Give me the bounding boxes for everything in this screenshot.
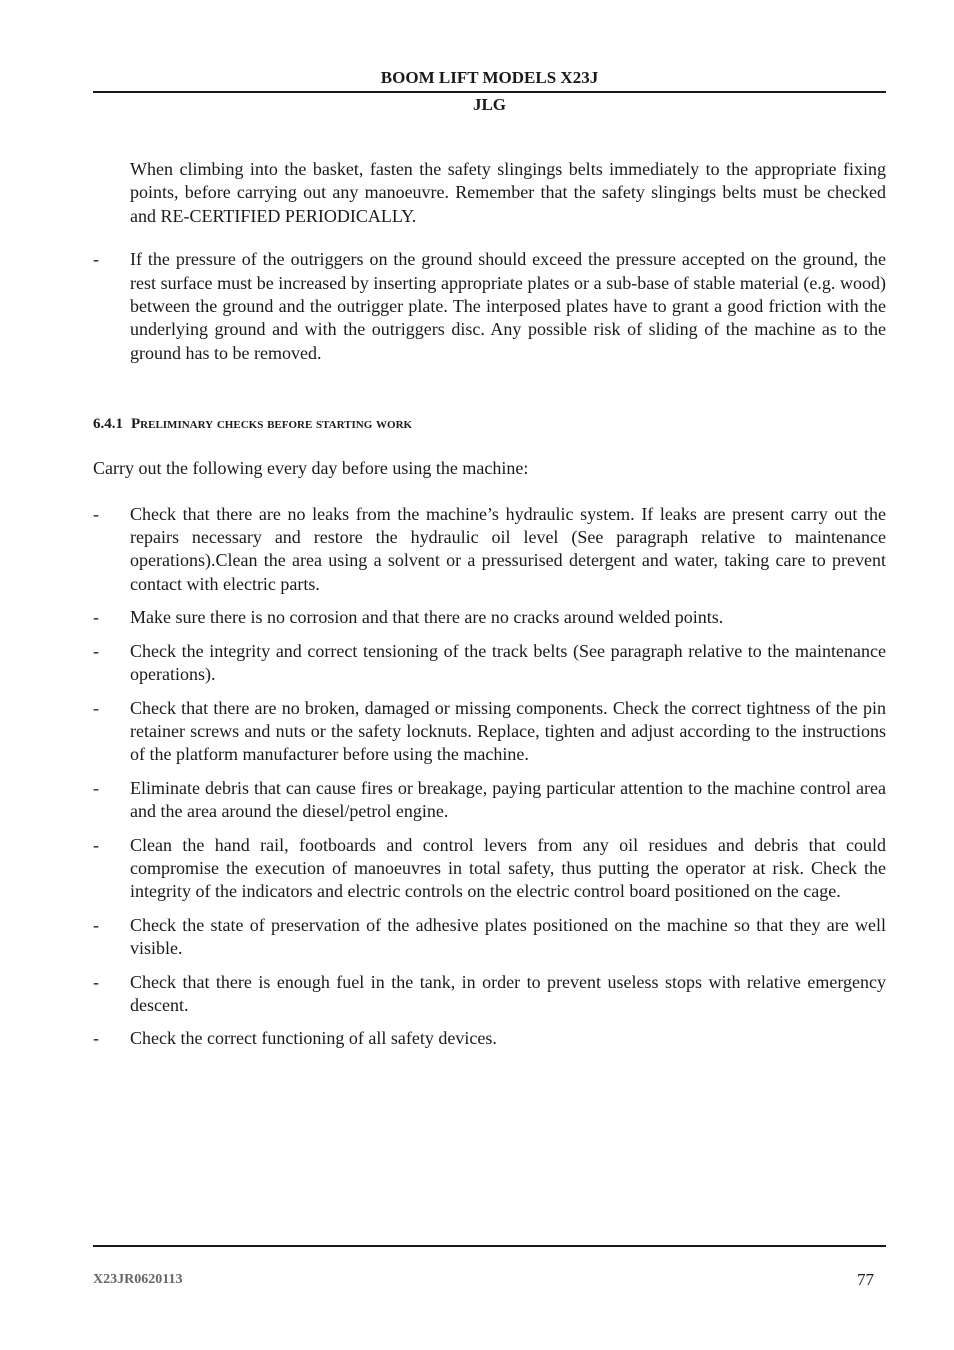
header-rule: [93, 91, 886, 93]
list-bullet: -: [93, 834, 99, 855]
document-brand: JLG: [472, 95, 507, 114]
list-bullet: -: [93, 697, 99, 718]
list-item: [93, 834, 886, 904]
document-code: X23JR0620113: [93, 1272, 183, 1287]
list-item: [93, 697, 886, 767]
page-number: 77: [857, 1270, 874, 1289]
list-bullet: -: [93, 1028, 99, 1049]
list-item: [93, 503, 886, 597]
section-intro: Carry out the following every day before using the machine:: [93, 458, 529, 479]
page-content: [93, 158, 886, 1051]
list-item-text: Check the integrity and correct tensioning of the track belts (See paragraph relative to the maintenance operations).: [130, 640, 886, 685]
footer-rule: [93, 1245, 886, 1247]
list-item-text: Check that there are no leaks from the machine’s hydraulic system. If leaks are present carry out the repairs necessary and restore the hydraulic oil level (See paragraph relative to maintenance operations).Clean the area using a solvent or a pressurised detergent and water, taking care to prevent contact with electric parts.: [130, 503, 886, 594]
section-heading: [93, 414, 886, 434]
list-item: [93, 971, 886, 1018]
list-item: [93, 1027, 886, 1050]
list-item-text: Check the state of preservation of the adhesive plates positioned on the machine so that they are well visible.: [130, 914, 886, 959]
section-number: 6.4.1: [93, 416, 123, 433]
list-item-text: Clean the hand rail, footboards and control levers from any oil residues and debris that could compromise the execution of manoeuvres in total safety, thus putting the operator at risk. Check the integrity of the indicators and electric controls on the electric control board positioned on the cage.: [130, 834, 886, 902]
list-item-text: Check that there are no broken, damaged or missing components. Check the correct tightness of the pin retainer screws and nuts or the safety locknuts. Replace, tighten and adjust according to the instructions of the platform manufacturer before using the machine.: [130, 697, 886, 765]
checks-list: [93, 503, 886, 1051]
list-item-text: Eliminate debris that can cause fires or breakage, paying particular attention to the machine control area and the area around the diesel/petrol engine.: [130, 777, 886, 822]
list-item-text: Check that there is enough fuel in the tank, in order to prevent useless stops with relative emergency descent.: [130, 971, 886, 1015]
list-bullet: -: [93, 640, 99, 661]
list-bullet: -: [93, 914, 99, 935]
document-title: BOOM LIFT MODELS X23J: [380, 68, 599, 87]
list-bullet: -: [93, 249, 99, 270]
list-bullet: -: [93, 607, 99, 628]
list-bullet: -: [93, 503, 99, 524]
outrigger-list-item: [93, 248, 886, 365]
list-item-text: Check the correct functioning of all safety devices.: [130, 1028, 497, 1049]
list-item: [93, 606, 886, 629]
list-item: [93, 640, 886, 687]
list-item: [93, 777, 886, 824]
list-item-text: Make sure there is no corrosion and that there are no cracks around welded points.: [130, 607, 724, 628]
section-title: Preliminary checks before starting work: [131, 416, 413, 433]
intro-paragraph: When climbing into the basket, fasten the safety slingings belts immediately to the appropriate fixing points, before carrying out any manoeuvre. Remember that the safety slingings belts must be checked and RE-CERTIFIED PERIODICALLY.: [130, 159, 886, 226]
list-item-text: If the pressure of the outriggers on the ground should exceed the pressure accepted on the ground, the rest surface must be increased by inserting appropriate plates or a sub-base of stable material (e.g. wood) between the ground and the outrigger plate. The interposed plates have to grant a good friction with the underlying ground and with the outriggers disc. Any possible risk of sliding of the machine as to the ground has to be removed.: [130, 249, 886, 363]
list-bullet: -: [93, 971, 99, 992]
list-item: [93, 914, 886, 961]
list-bullet: -: [93, 777, 99, 798]
